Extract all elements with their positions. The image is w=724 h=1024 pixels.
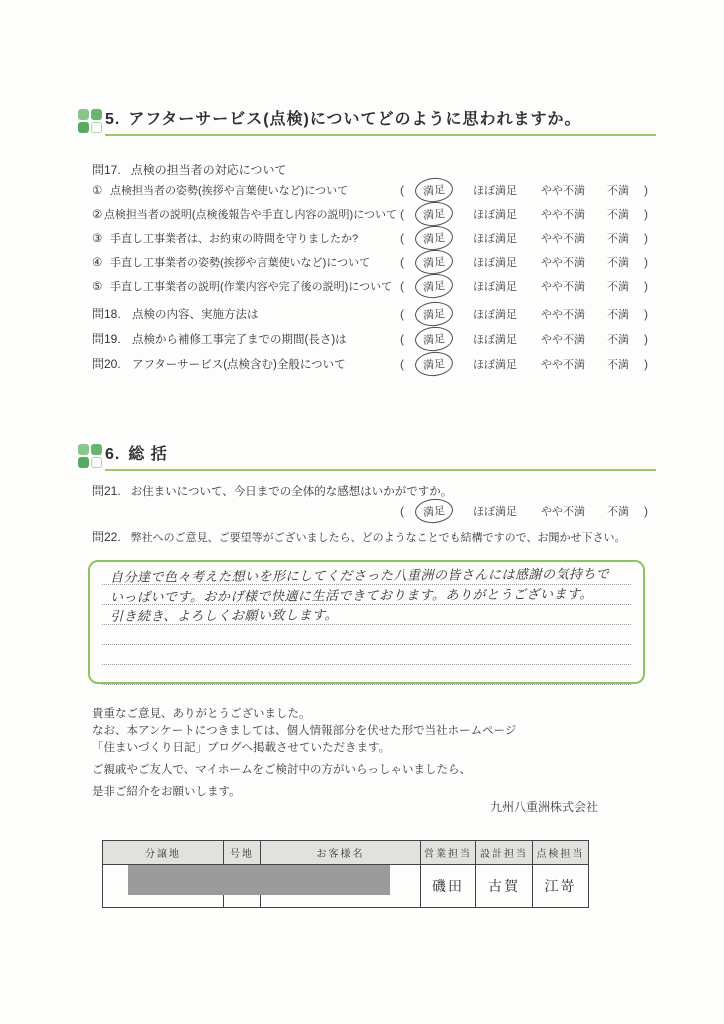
paren-close: ) [644, 231, 648, 245]
question-row [92, 301, 651, 326]
item-number: ③ [92, 233, 103, 245]
header-customer-name: お客様名 [261, 841, 421, 865]
comment-line [102, 625, 631, 645]
option-satisfied [411, 352, 457, 376]
q22-label: 問22. [92, 530, 121, 544]
paren-close: ) [644, 183, 648, 197]
question-row [92, 226, 651, 250]
table-header-row [103, 841, 589, 865]
q18-text: 点検の内容、実施方法は [132, 308, 259, 321]
item-text: 点検担当者の説明(点検後報告や手直し内容の説明)について [103, 209, 397, 221]
option-dissatisfied: 不満 [607, 257, 629, 269]
option-mostly-satisfied: ほぼ満足 [473, 281, 517, 293]
clover-leaf [91, 122, 102, 133]
paren-open: ( [400, 279, 404, 293]
option-satisfied [411, 302, 457, 326]
paren-open: ( [400, 183, 404, 197]
header-sales-rep: 営業担当 [421, 841, 476, 865]
section6-title-underline [105, 441, 656, 471]
q19-text: 点検から補修工事完了までの期間(長さ)は [132, 333, 347, 346]
section5-header [78, 106, 656, 136]
option-satisfied [411, 178, 457, 202]
question-row [92, 250, 651, 274]
footer-referral1: ご親戚やご友人で、マイホームをご検討中の方がいらっしゃいましたら、 [92, 764, 472, 776]
option-mostly-satisfied: ほぼ満足 [473, 506, 517, 518]
item-number: ⑤ [92, 281, 103, 293]
item-text: 手直し工事業者は、お約束の時間を守りましたか? [110, 233, 359, 245]
option-somewhat-dissatisfied: やや不満 [541, 506, 585, 518]
option-dissatisfied: 不満 [607, 308, 629, 321]
q17-heading [92, 161, 286, 178]
section6-header [78, 441, 656, 471]
circled-option: 満足 [414, 272, 454, 299]
paren-close: ) [644, 356, 648, 371]
paren-open: ( [400, 356, 404, 371]
paren-close: ) [644, 331, 648, 346]
section5-title: アフターサービス(点検)についてどのように思われますか。 [128, 111, 582, 128]
footer-note1: なお、本アンケートにつきましては、個人情報部分を伏せた形で当社ホームページ [92, 725, 517, 737]
option-somewhat-dissatisfied: やや不満 [541, 358, 585, 371]
paren-open: ( [400, 207, 404, 221]
circled-option: 満足 [414, 224, 454, 251]
option-somewhat-dissatisfied: やや不満 [541, 185, 585, 197]
item-number: ④ [92, 257, 103, 269]
option-mostly-satisfied: ほぼ満足 [473, 358, 517, 371]
q19-label: 問19. [92, 332, 121, 346]
comment-line [102, 605, 631, 625]
q17-items [92, 178, 651, 298]
comment-box [88, 560, 645, 684]
footer-note2: 「住まいづくり日記」ブログへ掲載させていただきます。 [92, 742, 391, 754]
comment-line [102, 645, 631, 665]
q21-text: お住まいについて、今日までの全体的な感想はいかがですか。 [130, 486, 453, 498]
clover-leaf [78, 109, 89, 120]
q18-20-rows [92, 301, 651, 376]
option-dissatisfied: 不満 [607, 358, 629, 371]
section6-number: 6. [105, 446, 121, 463]
option-dissatisfied: 不満 [607, 233, 629, 245]
q21-label: 問21. [92, 484, 121, 498]
clover-leaf [78, 444, 89, 455]
option-dissatisfied: 不満 [607, 209, 629, 221]
paren-close: ) [644, 255, 648, 269]
footer-thanks: 貴重なご意見、ありがとうございました。 [92, 708, 311, 720]
paren-close: ) [644, 306, 648, 321]
company-name: 九州八重洲株式会社 [489, 800, 598, 814]
answer-row [92, 499, 651, 523]
option-somewhat-dissatisfied: やや不満 [541, 308, 585, 321]
option-dissatisfied: 不満 [607, 333, 629, 346]
paren-close: ) [644, 504, 648, 518]
paren-open: ( [400, 255, 404, 269]
clover-leaf [78, 122, 89, 133]
redacted-block [128, 865, 390, 895]
q18-label: 問18. [92, 307, 121, 321]
item-text: 手直し工事業者の説明(作業内容や完了後の説明)について [110, 281, 393, 293]
section5-number: 5. [105, 111, 121, 128]
cell-sales-rep: 磯田 [421, 865, 476, 908]
circled-option: 満足 [414, 350, 454, 377]
circled-option: 満足 [414, 200, 454, 227]
clover-icon [78, 444, 102, 468]
option-mostly-satisfied: ほぼ満足 [473, 209, 517, 221]
option-dissatisfied: 不満 [607, 281, 629, 293]
circled-option: 満足 [414, 176, 454, 203]
question-row [92, 274, 651, 298]
paren-open: ( [400, 231, 404, 245]
option-somewhat-dissatisfied: やや不満 [541, 233, 585, 245]
question-row [92, 351, 651, 376]
section5-title-underline [105, 106, 656, 136]
item-number: ② [92, 209, 103, 221]
clover-leaf [91, 109, 102, 120]
clover-leaf [91, 457, 102, 468]
option-satisfied [411, 274, 457, 298]
option-mostly-satisfied: ほぼ満足 [473, 233, 517, 245]
item-text: 点検担当者の姿勢(挨拶や言葉使いなど)について [110, 185, 349, 197]
option-somewhat-dissatisfied: やや不満 [541, 333, 585, 346]
footer-text [92, 706, 516, 801]
clover-icon [78, 109, 102, 133]
item-number: ① [92, 185, 103, 197]
circled-option: 満足 [414, 248, 454, 275]
circled-option: 満足 [414, 325, 454, 352]
paren-open: ( [400, 331, 404, 346]
option-somewhat-dissatisfied: やや不満 [541, 281, 585, 293]
paren-open: ( [400, 504, 404, 518]
q17-title: 点検の担当者の対応について [130, 163, 287, 177]
option-somewhat-dissatisfied: やや不満 [541, 209, 585, 221]
handwritten-text: 引き続き、よろしくお願い致します。 [109, 607, 339, 624]
q20-label: 問20. [92, 357, 121, 371]
comment-line [102, 585, 631, 605]
paren-open: ( [400, 306, 404, 321]
comment-line [102, 665, 631, 685]
option-mostly-satisfied: ほぼ満足 [473, 257, 517, 269]
header-inspection-rep: 点検担当 [533, 841, 589, 865]
question-row [92, 202, 651, 226]
handwritten-text: いっぱいです。おかげ様で快適に生活できております。ありがとうございます。 [109, 586, 593, 605]
option-dissatisfied: 不満 [607, 506, 629, 518]
paren-close: ) [644, 279, 648, 293]
header-gochi: 号地 [224, 841, 261, 865]
item-text: 手直し工事業者の姿勢(挨拶や言葉使いなど)について [110, 257, 371, 269]
q22-heading [92, 528, 625, 545]
option-satisfied [411, 499, 457, 523]
option-satisfied [411, 202, 457, 226]
option-satisfied [411, 327, 457, 351]
footer-referral2: 是非ご紹介をお願いします。 [92, 786, 241, 798]
customer-info-table [102, 840, 589, 908]
cell-design-rep: 古賀 [476, 865, 533, 908]
section6-title: 総 括 [128, 446, 168, 463]
cell-inspection-rep: 江嵜 [533, 865, 589, 908]
option-mostly-satisfied: ほぼ満足 [473, 333, 517, 346]
question-row [92, 178, 651, 202]
circled-option: 満足 [414, 300, 454, 327]
clover-leaf [91, 444, 102, 455]
option-mostly-satisfied: ほぼ満足 [473, 308, 517, 321]
question-row [92, 326, 651, 351]
q21-heading [92, 482, 452, 499]
option-mostly-satisfied: ほぼ満足 [473, 185, 517, 197]
clover-leaf [78, 457, 89, 468]
handwritten-text: 自分達で色々考えた想いを形にしてくださった八重洲の皆さんには感謝の気持ちで [109, 566, 610, 585]
option-dissatisfied: 不満 [607, 185, 629, 197]
circled-option: 満足 [414, 497, 454, 524]
q20-text: アフターサービス(点検含む)全般について [132, 358, 346, 371]
q22-text: 弊社へのご意見、ご要望等がございましたら、どのようなことでも結構ですので、お聞かせ下さい。 [130, 532, 626, 544]
option-satisfied [411, 250, 457, 274]
comment-line [102, 565, 631, 585]
option-somewhat-dissatisfied: やや不満 [541, 257, 585, 269]
paren-close: ) [644, 207, 648, 221]
option-satisfied [411, 226, 457, 250]
header-design-rep: 設計担当 [476, 841, 533, 865]
header-bunjochi: 分譲地 [103, 841, 224, 865]
q21-answer [92, 499, 651, 523]
q17-label: 問17. [92, 163, 121, 177]
